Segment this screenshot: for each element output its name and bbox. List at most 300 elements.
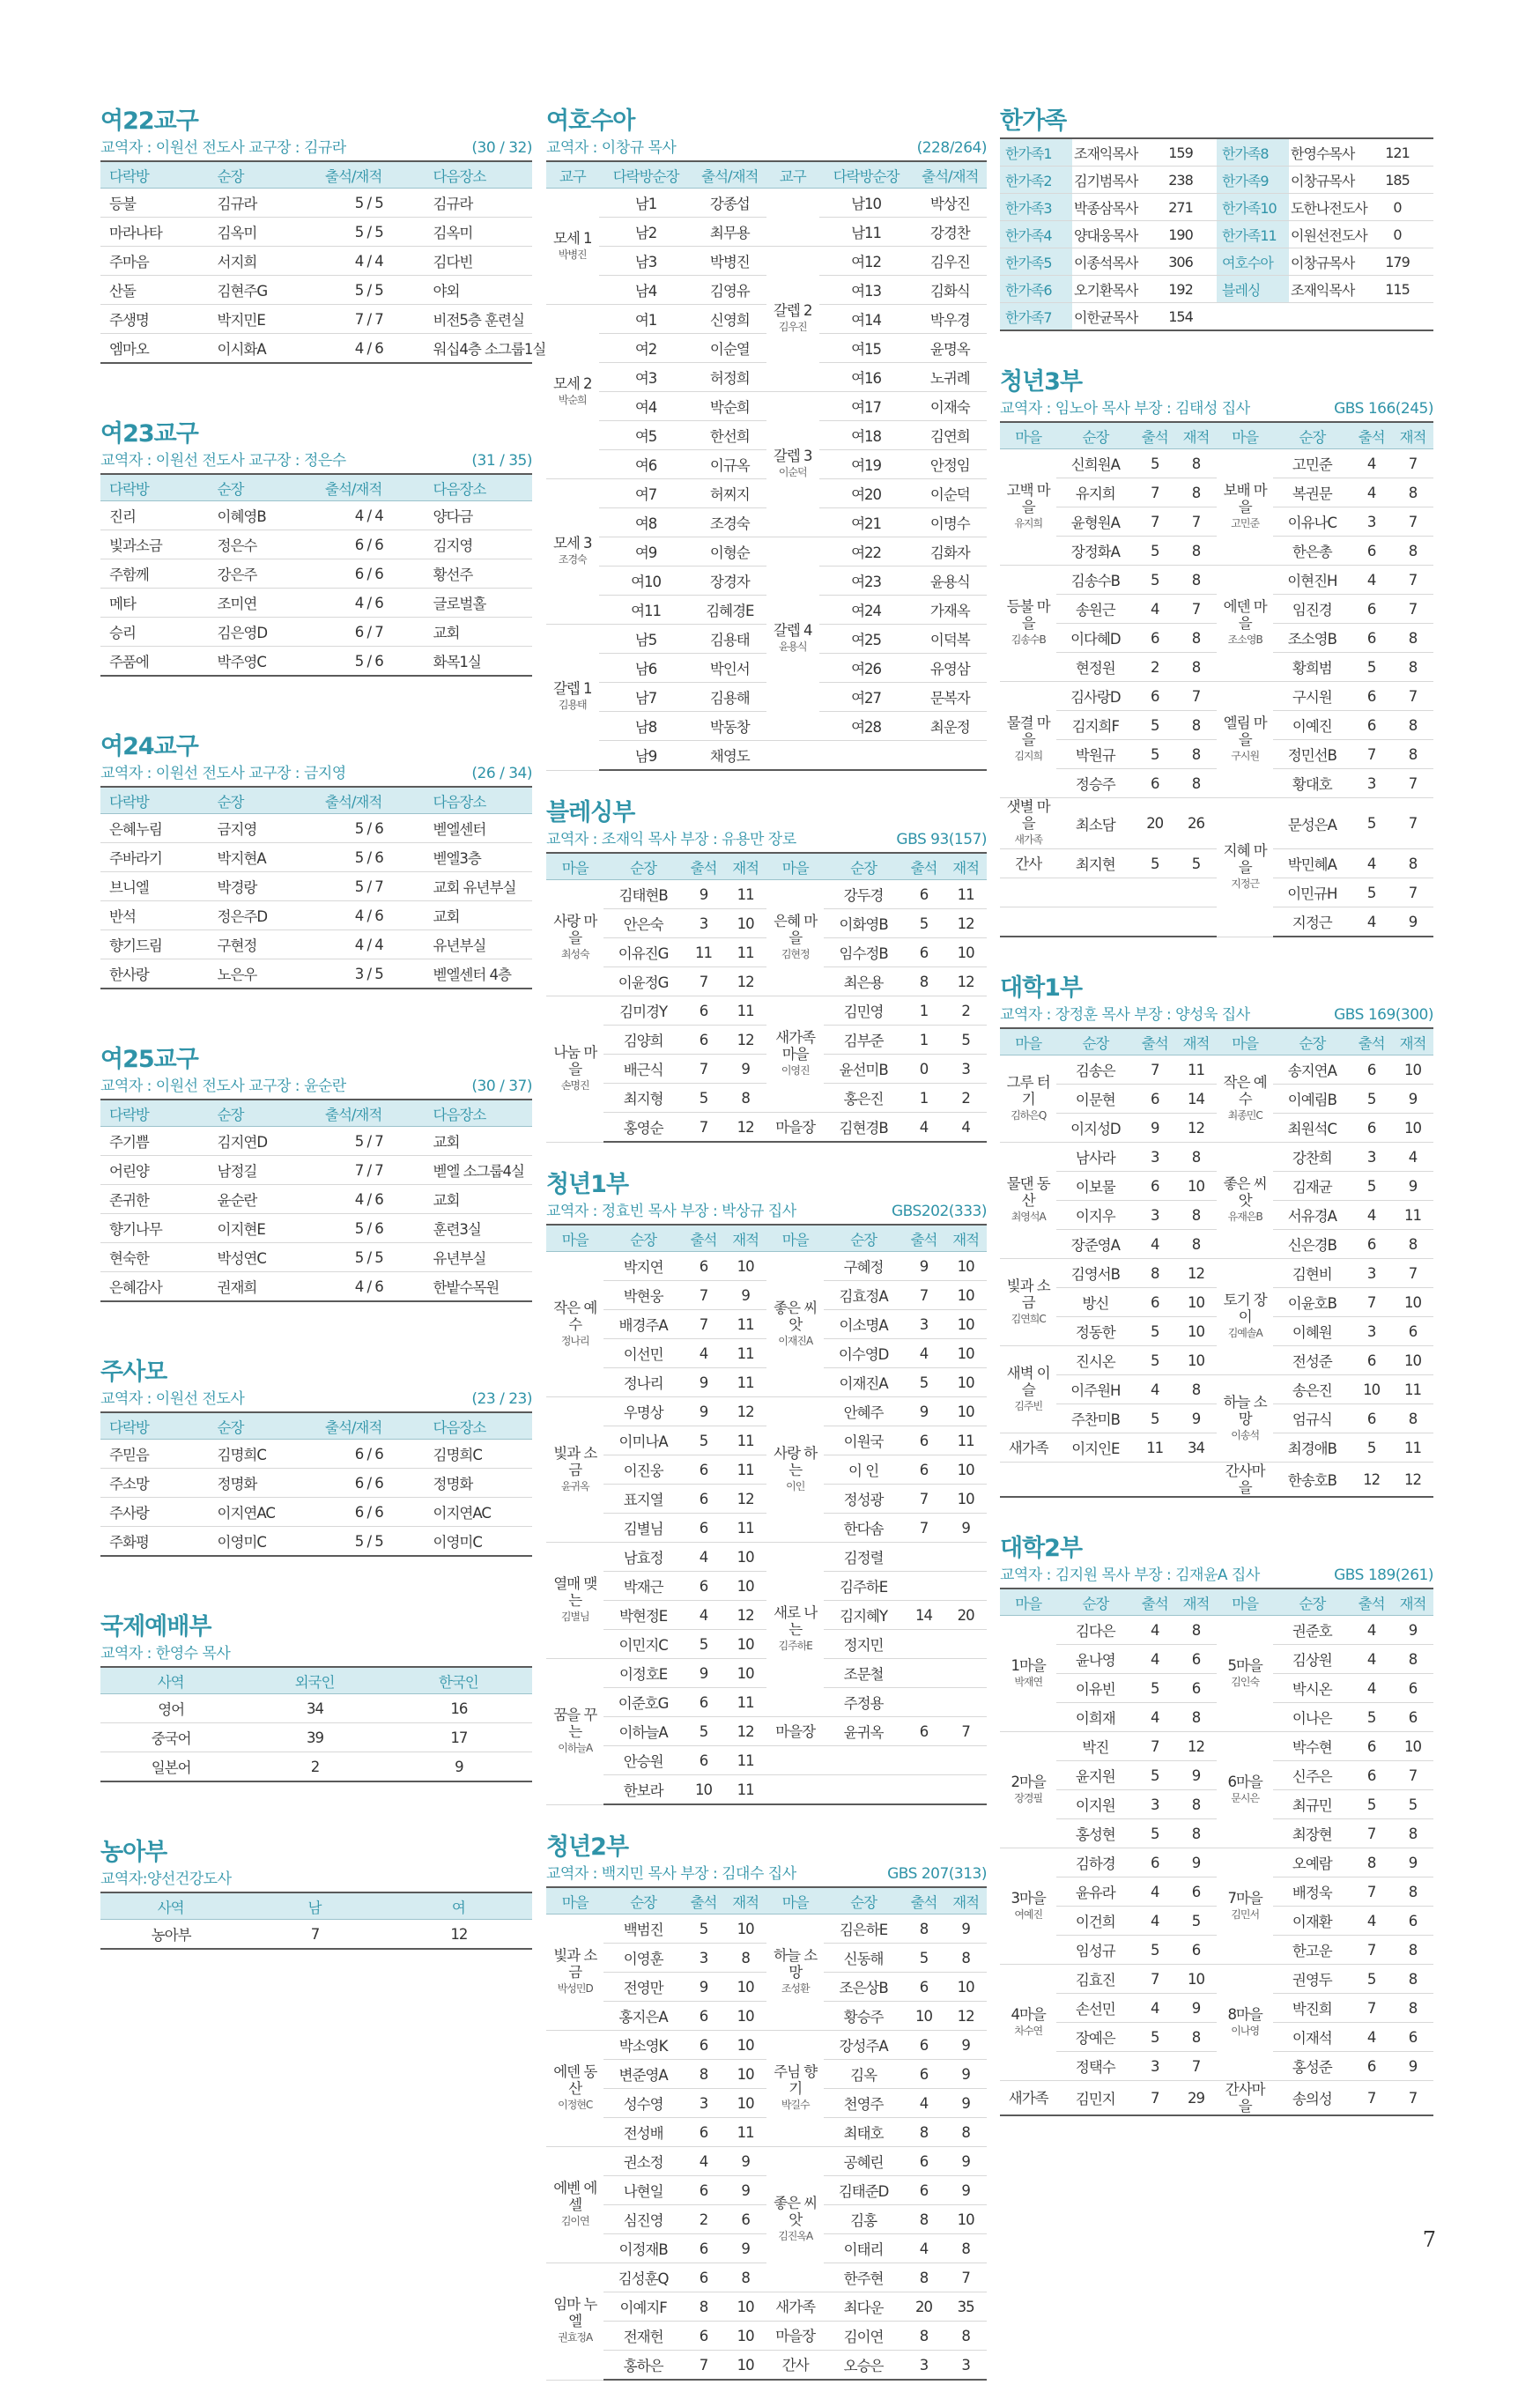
table-cell: 5 / 6 <box>316 814 425 843</box>
table-cell: 12 <box>944 967 987 996</box>
table-cell: 김효진 <box>1056 1965 1134 1994</box>
group-label <box>1217 1732 1273 1848</box>
table-cell: 이시화A <box>209 334 317 364</box>
section-international <box>100 1611 532 1782</box>
table-cell: 주마음 <box>100 247 209 276</box>
table-cell: 4 <box>1351 2023 1392 2052</box>
table-cell: 남4 <box>599 276 693 305</box>
table-cell: 한가족8 <box>1217 138 1289 167</box>
table-cell: 7 <box>683 1310 725 1339</box>
table-cell: 이원국 <box>824 1426 902 1455</box>
empty-cell <box>766 741 819 771</box>
empty-cell <box>903 1746 945 1775</box>
table-cell: 이지연AC <box>209 1498 317 1527</box>
table-cell: 구현정 <box>209 930 317 959</box>
group-leader: 김이연 <box>560 2215 589 2227</box>
group-leader: 지정근 <box>1231 877 1260 890</box>
section-table <box>100 475 532 677</box>
table-cell: 179 <box>1361 248 1433 276</box>
empty-cell <box>944 1746 987 1775</box>
table-cell: 지정근 <box>1273 907 1351 937</box>
table-cell: 4 <box>1134 1375 1175 1404</box>
group-name: 5마을 <box>1227 1656 1262 1674</box>
table-row <box>100 501 532 530</box>
table-cell: 권준호 <box>1273 1616 1351 1645</box>
table-row <box>546 2031 987 2060</box>
section-table <box>546 854 987 1143</box>
table-cell: 7 <box>1351 1877 1392 1907</box>
section-table <box>100 162 546 364</box>
table-row <box>100 1127 532 1156</box>
group-label <box>546 1914 603 2031</box>
table-cell: 워십4층 소그룹1실 <box>425 334 533 364</box>
table-cell: 박병진 <box>693 247 766 276</box>
table-cell: 14 <box>903 1601 945 1630</box>
table-cell: 홍은진 <box>824 1084 902 1113</box>
table-cell: 등불 <box>100 189 209 218</box>
table-cell: 박순희 <box>693 392 766 421</box>
table-cell: 송의성 <box>1273 2081 1351 2116</box>
table-cell: 11 <box>724 1514 766 1543</box>
table-cell: 6 / 6 <box>316 1469 425 1498</box>
section-title: 청년2부 <box>546 1833 629 1861</box>
section-table <box>546 1888 987 2381</box>
table-cell: 황희범 <box>1273 653 1351 682</box>
group-leader: 윤귀옥 <box>560 1479 589 1492</box>
table-cell: 어린양 <box>100 1156 209 1185</box>
table-cell: 12 <box>724 1113 766 1143</box>
table-cell: 7 <box>1392 1761 1433 1790</box>
group-leader: 김진옥A <box>778 2229 813 2242</box>
table-cell: 이수영D <box>824 1339 902 1368</box>
table-cell: 12 <box>724 1601 766 1630</box>
column-header: 한국인 <box>389 1668 532 1694</box>
group-leader: 김별님 <box>560 1611 589 1623</box>
group-label <box>766 1113 824 1143</box>
section-table <box>546 162 987 771</box>
table-cell: 박원규 <box>1056 740 1134 769</box>
table-cell: 이화영B <box>824 909 902 938</box>
table-row <box>546 880 987 909</box>
table-cell: 4 <box>1392 1143 1433 1172</box>
table-cell: 4 <box>1351 1616 1392 1645</box>
table-cell: 6 <box>683 1746 725 1775</box>
section-univ2 <box>1000 1533 1433 2116</box>
table-cell: 8 <box>1392 1819 1433 1848</box>
table-cell: 최다운 <box>824 2292 902 2322</box>
group-name: 모세 1 <box>552 229 592 247</box>
table-cell: 10 <box>724 2351 766 2381</box>
table-row <box>1000 1965 1433 1994</box>
table-row <box>100 1920 532 1950</box>
group-name: 샛별 마을 <box>1006 798 1050 832</box>
table-cell: 10 <box>683 1775 725 1805</box>
table-cell: 5 / 6 <box>316 843 425 872</box>
table-cell: 장경자 <box>693 567 766 596</box>
table-cell: 남9 <box>599 741 693 771</box>
table-cell: 6 <box>1351 1346 1392 1375</box>
table-cell: 김다빈 <box>425 247 533 276</box>
table-cell: 이정재B <box>603 2234 682 2263</box>
table-cell: 안정임 <box>914 450 987 479</box>
empty-cell <box>944 1775 987 1805</box>
table-cell: 김정렬 <box>824 1543 902 1572</box>
table-cell: 박동창 <box>693 712 766 741</box>
section-count: (30 / 32) <box>471 139 532 157</box>
column-header: 순장 <box>603 854 682 880</box>
table-cell: 5 <box>683 1426 725 1455</box>
table-row <box>100 1469 532 1498</box>
column-header: 출석 <box>1351 1029 1392 1055</box>
group-leader: 김송수B <box>1011 633 1046 646</box>
table-cell: 여28 <box>819 712 914 741</box>
table-cell: 6 <box>683 1572 725 1601</box>
group-label <box>546 996 603 1143</box>
table-cell: 8 <box>1392 1645 1433 1674</box>
group-name: 간사마을 <box>1225 2081 1265 2114</box>
section-table <box>1000 423 1433 937</box>
empty-cell <box>1134 1463 1175 1498</box>
table-cell: 이예지F <box>603 2292 682 2322</box>
table-cell: 양대웅목사 <box>1072 221 1144 248</box>
column-header: 재적 <box>944 854 987 880</box>
column-header: 출석/재적 <box>693 162 766 189</box>
group-name: 꿈을 꾸는 <box>553 1706 597 1740</box>
group-label <box>1000 798 1056 849</box>
table-cell: 11 <box>944 1426 987 1455</box>
table-cell: 이영미C <box>209 1527 317 1557</box>
group-name: 지혜 마을 <box>1223 841 1267 876</box>
table-cell: 여24 <box>819 596 914 625</box>
table-cell: 채영도 <box>693 741 766 771</box>
group-label <box>766 1397 824 1543</box>
table-cell: 정택수 <box>1056 2052 1134 2081</box>
group-name: 갈렙 1 <box>552 680 592 698</box>
table-cell: 6 <box>1175 1645 1217 1674</box>
table-cell: 5 <box>1351 878 1392 907</box>
table-cell: 6 <box>724 2205 766 2234</box>
table-cell: 6 <box>1351 1055 1392 1085</box>
table-row <box>1000 1463 1433 1498</box>
table-cell: 9 <box>944 2031 987 2060</box>
section-meta-row <box>546 829 987 854</box>
group-label <box>1217 1143 1273 1259</box>
empty-cell <box>914 741 987 771</box>
table-cell: 11 <box>944 880 987 909</box>
table-cell: 6 <box>1351 2052 1392 2081</box>
table-cell: 4 <box>903 1113 945 1143</box>
table-cell: 8 <box>1175 653 1217 682</box>
table-cell: 훈련3실 <box>425 1214 533 1243</box>
table-cell: 6 <box>1392 2023 1433 2052</box>
table-cell: 4 / 4 <box>316 501 425 530</box>
group-leader: 최영석A <box>1011 1211 1046 1223</box>
table-cell: 6 <box>1351 1732 1392 1761</box>
table-cell: 12 <box>724 1717 766 1746</box>
table-cell: 존귀한 <box>100 1185 209 1214</box>
table-cell: 4 <box>944 1113 987 1143</box>
table-cell: 이민지C <box>603 1630 682 1659</box>
table-cell: 이윤호B <box>1273 1288 1351 1317</box>
table-cell: 9 <box>1392 1616 1433 1645</box>
table-cell: 2 <box>244 1752 388 1782</box>
table-cell: 박진 <box>1056 1732 1134 1761</box>
group-name: 그루 터기 <box>1006 1073 1050 1107</box>
table-cell: 9 <box>724 1281 766 1310</box>
table-cell: 10 <box>944 1281 987 1310</box>
group-name: 마을장 <box>775 1118 816 1136</box>
table-cell: 7 <box>1392 2081 1433 2116</box>
table-cell: 8 <box>1175 2023 1217 2052</box>
group-label <box>766 2031 824 2147</box>
table-cell: 배정욱 <box>1273 1877 1351 1907</box>
table-cell: 황선주 <box>425 559 533 589</box>
table-row <box>546 996 987 1026</box>
group-label <box>1000 1346 1056 1433</box>
section-title: 여22교구 <box>100 107 198 135</box>
table-row <box>100 1527 532 1557</box>
table-cell: 주바라기 <box>100 843 209 872</box>
table-cell: 박소영K <box>603 2031 682 2060</box>
table-cell: 0 <box>1361 221 1433 248</box>
table-cell: 5 / 5 <box>316 189 425 218</box>
table-cell: 정명화 <box>209 1469 317 1498</box>
group-leader: 김지희 <box>1014 750 1043 762</box>
table-cell: 여5 <box>599 421 693 450</box>
table-cell: 진시온 <box>1056 1346 1134 1375</box>
table-row <box>100 559 532 589</box>
group-label <box>1217 682 1273 798</box>
table-cell: 5 <box>683 1084 725 1113</box>
table-cell: 7 <box>1392 449 1433 478</box>
table-cell: 11 <box>1392 1375 1433 1404</box>
table-cell: 김송수B <box>1056 566 1134 595</box>
table-cell: 6 <box>903 2060 945 2089</box>
table-cell: 4 <box>1351 449 1392 478</box>
table-cell: 6 <box>1351 711 1392 740</box>
section-meta: 교역자 : 이창규 목사 <box>546 139 677 157</box>
table-cell: 9 <box>944 2147 987 2176</box>
table-cell: 4 <box>903 1339 945 1368</box>
table-cell: 장준영A <box>1056 1230 1134 1259</box>
table-cell: 메타 <box>100 589 209 618</box>
column-header: 순장 <box>209 788 317 814</box>
table-cell: 공혜린 <box>824 2147 902 2176</box>
table-row <box>546 1914 987 1944</box>
table-cell: 4 / 6 <box>316 1185 425 1214</box>
table-cell: 7 <box>244 1920 388 1950</box>
column-header: 순장 <box>209 162 317 189</box>
group-leader: 김연희C <box>1011 1312 1046 1325</box>
table-row <box>546 392 987 421</box>
table-cell: 주품에 <box>100 647 209 677</box>
table-cell: 6 / 7 <box>316 618 425 647</box>
section-title: 대학2부 <box>1000 1535 1083 1562</box>
table-cell: 박상진 <box>914 189 987 218</box>
table-cell: 6 <box>683 2176 725 2205</box>
table-cell: 여21 <box>819 508 914 537</box>
table-cell: 윤귀옥 <box>824 1717 902 1746</box>
table-cell: 10 <box>724 2060 766 2089</box>
table-cell: 김지연D <box>209 1127 317 1156</box>
column-header: 다락방 <box>100 1100 209 1127</box>
column-header: 출석 <box>683 1226 725 1252</box>
table-cell: 신은경B <box>1273 1230 1351 1259</box>
table-cell: 6 <box>1134 1288 1175 1317</box>
table-cell: 유년부실 <box>425 1243 533 1272</box>
group-label <box>546 479 599 625</box>
table-cell: 이영훈 <box>603 1944 682 1973</box>
table-cell: 7 <box>683 1113 725 1143</box>
table-cell: 10 <box>724 1630 766 1659</box>
table-row <box>100 1440 532 1469</box>
column-1 <box>100 106 546 1976</box>
table-cell: 이보물 <box>1056 1172 1134 1201</box>
table-cell: 5 <box>1351 1965 1392 1994</box>
table-cell <box>944 1659 987 1688</box>
table-row <box>100 843 532 872</box>
group-name: 에덴 마을 <box>1223 598 1267 632</box>
table-cell: 7 <box>903 1281 945 1310</box>
table-cell: 7 <box>1175 507 1217 537</box>
table-cell: 홍지은A <box>603 2002 682 2031</box>
group-leader: 조성환 <box>781 1982 810 1995</box>
section-meta: 교역자 : 이원선 전도사 교구장 : 금지영 <box>100 765 346 782</box>
column-header: 교구 <box>766 162 819 189</box>
table-cell: 9 <box>903 1252 945 1281</box>
group-leader: 이영진 <box>781 1064 810 1077</box>
group-label <box>546 1397 603 1543</box>
table-cell: 11 <box>724 996 766 1026</box>
table-cell: 10 <box>1392 1114 1433 1143</box>
table-cell: 6 <box>1134 682 1175 711</box>
section-yeo22 <box>100 106 546 364</box>
table-cell: 이태리 <box>824 2234 902 2263</box>
table-cell: 4 <box>1351 566 1392 595</box>
table-cell: 우명상 <box>603 1397 682 1426</box>
table-cell: 이지우 <box>1056 1201 1134 1230</box>
table-cell: 5 / 5 <box>316 1527 425 1557</box>
table-cell: 6 <box>1392 1317 1433 1346</box>
table-cell: 7 <box>1351 2081 1392 2116</box>
column-header: 순장 <box>1273 423 1351 449</box>
table-row <box>100 530 532 559</box>
table-cell: 전성준 <box>1273 1346 1351 1375</box>
table-cell: 11 <box>724 1455 766 1485</box>
table-header-row <box>546 854 987 880</box>
table-cell <box>903 1572 945 1601</box>
group-label <box>1000 566 1056 682</box>
table-cell: 김송은 <box>1056 1055 1134 1085</box>
table-row <box>100 1752 532 1782</box>
table-cell: 7 <box>903 1485 945 1514</box>
table-cell: 여6 <box>599 450 693 479</box>
table-cell: 5 <box>1134 2023 1175 2052</box>
table-cell: 11 <box>1392 1433 1433 1463</box>
group-leader: 권효정A <box>558 2331 593 2344</box>
table-cell: 8 <box>1175 1230 1217 1259</box>
group-leader: 김민서 <box>1231 1907 1260 1921</box>
table-cell: 한영수목사 <box>1289 138 1361 167</box>
group-label <box>1000 1616 1056 1732</box>
section-count: (30 / 37) <box>471 1078 532 1095</box>
table-cell: 정은수 <box>209 530 317 559</box>
table-cell: 은혜감사 <box>100 1272 209 1302</box>
table-cell: 정성광 <box>824 1485 902 1514</box>
section-title: 여24교구 <box>100 733 198 760</box>
table-cell: 배근식 <box>603 1055 682 1084</box>
table-cell: 여2 <box>599 334 693 363</box>
group-label <box>1217 1055 1273 1143</box>
column-header: 출석/재적 <box>316 475 425 501</box>
group-leader: 조소영B <box>1227 633 1262 646</box>
group-leader: 김하은Q <box>1011 1108 1047 1122</box>
section-deaf <box>100 1837 532 1950</box>
group-leader: 이인 <box>786 1479 805 1492</box>
section-yeo25 <box>100 1044 532 1302</box>
group-label <box>1217 2081 1273 2116</box>
table-row <box>546 189 987 218</box>
group-label <box>1217 1259 1273 1375</box>
table-cell: 8 <box>1175 1703 1217 1732</box>
table-cell <box>944 1572 987 1601</box>
table-cell: 오예람 <box>1273 1848 1351 1877</box>
table-cell: 이순열 <box>693 334 766 363</box>
table-cell: 허정희 <box>693 363 766 392</box>
table-cell: 9 <box>944 2089 987 2118</box>
group-name: 모세 3 <box>552 535 592 552</box>
group-label <box>546 2147 603 2263</box>
table-cell: 5 <box>683 1717 725 1746</box>
table-cell: 8 <box>683 2060 725 2089</box>
table-cell: 최장현 <box>1273 1819 1351 1848</box>
section-table <box>100 788 532 989</box>
table-cell: 이지연AC <box>425 1498 533 1527</box>
table-cell: 이지현E <box>209 1214 317 1243</box>
table-cell: 4 / 6 <box>316 901 425 930</box>
table-cell: 5 <box>1134 1404 1175 1433</box>
column-header: 마을 <box>1000 1029 1056 1055</box>
column-header: 출석 <box>903 854 945 880</box>
table-cell: 8 <box>1175 624 1217 653</box>
table-row <box>1000 276 1433 303</box>
table-cell: 김옥미 <box>425 218 533 247</box>
group-label <box>766 2322 824 2351</box>
table-cell: 5 <box>1351 1703 1392 1732</box>
table-cell: 6 <box>903 1426 945 1455</box>
table-cell: 154 <box>1144 303 1217 331</box>
group-label <box>1217 1375 1273 1463</box>
group-leader: 이송석 <box>1231 1428 1260 1441</box>
group-label <box>1000 1965 1056 2081</box>
group-label <box>1217 1965 1273 2081</box>
table-cell: 6 <box>1351 595 1392 624</box>
table-cell: 6 <box>903 2147 945 2176</box>
table-row <box>1000 138 1433 167</box>
table-row <box>100 1185 532 1214</box>
table-cell: 6 <box>1134 1848 1175 1877</box>
table-row <box>1000 167 1433 194</box>
group-name: 1마을 <box>1011 1656 1046 1674</box>
table-cell: 최무용 <box>693 218 766 247</box>
table-cell: 12 <box>1175 1259 1217 1288</box>
table-cell: 조문철 <box>824 1659 902 1688</box>
table-cell: 8 <box>1175 449 1217 478</box>
column-header: 순장 <box>824 854 902 880</box>
table-cell: 10 <box>724 2002 766 2031</box>
table-cell: 12 <box>724 967 766 996</box>
group-name: 고백 마을 <box>1006 482 1050 515</box>
